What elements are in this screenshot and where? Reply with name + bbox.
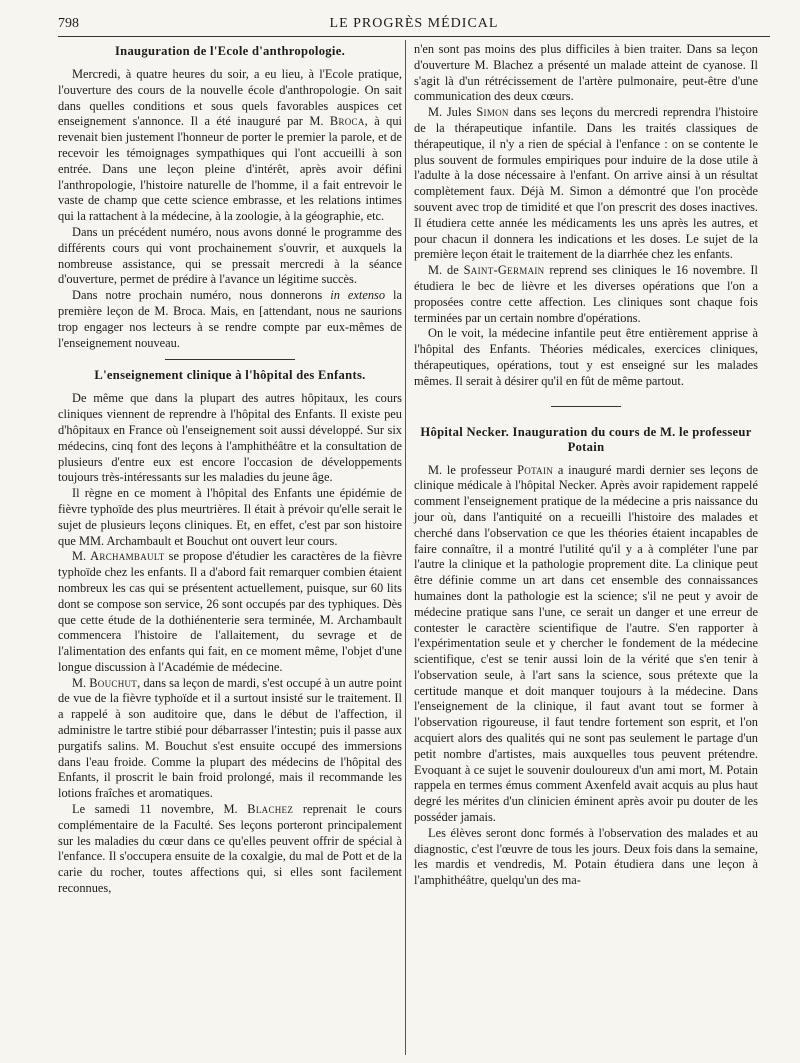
person-name: Broca — [329, 114, 365, 129]
article-enfants-paragraph — [58, 549, 402, 675]
article-enfants-paragraph — [58, 802, 402, 897]
article-anthropologie-title: Inauguration de l'Ecole d'anthropologie. — [114, 44, 346, 58]
article-anthropologie-paragraph — [58, 67, 402, 225]
text-span: Mercredi, à quatre heures du soir, a eu lieu, à l'Ecole pratique, l'ouverture des cours de la nouvelle école d'anthropologie. On sait dans quelles conditions et sous quels favorables auspices cet enseignement s'annonce. Il a été inauguré par M. — [58, 67, 402, 129]
person-name: Simon — [476, 105, 509, 120]
article-necker-paragraph — [414, 463, 758, 826]
text-span: a inauguré mardi dernier ses leçons de clinique médicale à l'hôpital Necker. Après avoir rapidement rappelé comment l'enseignement pratique de la médecine a pris naissance du jour où, dans l'antiquité on a recueilli l'histoire des malades et cherché dans l'observation ce que les théories étaient incapables de faire connaître, il a montré l'utilité qu'il y a à compléter l'une par l'autre la clinique et la pathologie proprement dite. La clinique peut être définie comme un art dans cet ensemble des connaissances humaines dont la pathologie est la science; s'il ne peut y avoir de médecine pratique sans l'une, ce serait un danger et une erreur de contester le caractère scientifique de l'autre. S'en rapporter à l'expérimentation seule et y chercher le fondement de la médecine scientifique, c'est se tenir aussi loin de la vérité que s'en tenir à l'observation seule, à l'art sans la science, sous prétexte que la certitude manque et doit manquer toujours à la médecine. Dans l'enseignement de la clinique, il faut avant tout se former à l'observation rigoureuse, il faut tendre fortement son esprit, et l'on acquiert alors des qualités qui ne sont pas seulement le partage d'un petit nombre d'artistes, mais auxquelles tous peuvent prétendre. Evoquant à ce sujet le souvenir douloureux d'un ami mort, M. Potain rappela en termes émus comment Axenfeld avait acquis au plus haut degré les mérites d'un clinicien éminent après avoir pu douter de les posséder jamais. — [414, 462, 758, 825]
column-divider — [405, 40, 406, 1055]
article-enfants-paragraph — [414, 105, 758, 263]
text-span: reprenait le cours complémentaire de la Faculté. Ses leçons porteront principalement sur les maladies du cœur dans ce qu'elles peuvent offrir de spécial à l'enfance. Il s'occupera ensuite de la coxalgie, du mal de Pott et de la carie du rocher, toutes affections qui, si elles sont facilement reconnues, — [58, 802, 402, 896]
person-name: Potain — [517, 462, 554, 477]
text-span: , dans sa leçon de mardi, s'est occupé à un autre point de vue de la fièvre typhoïde et il a surtout insisté sur le traitement. Il a rappelé à son auditoire que, dans le début de l'affection, il administre le tartre stibié pour débarrasser l'intestin; puis il passe aux purgatifs salins. M. Bouchut s'est ensuite occupé des immersions dans l'eau froide. Comme la plupart des médecins de l'hôpital des Enfants, il proscrit le bain froid prolongé, mais il recommande les lotions fraîches et aromatiques. — [58, 675, 402, 801]
person-name: Blachez — [247, 802, 294, 817]
text-span: reprend ses cliniques le 16 novembre. Il étudiera le bec de lièvre et les diverses opérations que l'on a proposées contre cette affection. Les cliniques sont chaque fois terminées par un certain nombre d'opérations. — [414, 263, 758, 325]
right-column — [414, 42, 758, 889]
person-name: Bouchut — [89, 675, 138, 690]
article-necker-title: Hôpital Necker. Inauguration du cours de M. le professeur Potain — [420, 424, 752, 454]
text-span: dans ses leçons du mercredi reprendra l'histoire de la thérapeutique infantile. Dans les traités classiques de thérapeutique, il n'y a rien de spécial à l'enfance : on se contente le plus souvent de formules empiriques pour induire de la dose utile à l'adulte à la dose nécessaire à l'enfant. On arrive ainsi à un résultat complètement faux. Déjà M. Simon a démontré que l'on procède souvent avec trop de timidité et que l'on prescrit des doses inactives. Il étudiera cette année les médicaments les uns après les autres, et pour chacun il donnera les indications et les doses. Le sujet de la première leçon était le traitement de la diarrhée chez les enfants. — [414, 105, 758, 262]
header-rule — [58, 36, 770, 37]
section-separator — [165, 359, 295, 360]
text-span: , à qui revenait bien justement l'honneur de porter le premier la parole, et de recevoir les témoignages sympathiques qui l'ont accueilli à son entrée. Dans une leçon pleine d'intérêt, après avoir défini l'anthropologie, l'histoire naturelle de l'homme, il a fait entrevoir le vaste de champ que cette science embrasse, et les relations intimes qui la rattachent à la médecine, à la zoologie, à la géographie, etc. — [58, 114, 402, 224]
journal-title: LE PROGRÈS MÉDICAL — [329, 16, 499, 31]
person-name: Saint-Germain — [463, 263, 545, 278]
text-span: M. — [72, 549, 91, 564]
text-span: la première leçon de M. Broca. Mais, en [attendant, nous ne saurions trop engager nos lecteurs à se rendre compte par eux-mêmes de l'enseignement nouveau. — [58, 288, 402, 350]
article-enfants-paragraph — [58, 676, 402, 802]
text-span: M. Jules — [428, 105, 477, 120]
article-enfants-paragraph: De même que dans la plupart des autres hôpitaux, les cours cliniques viennent de reprendre à l'hôpital des Enfants. Il existe peu d'hôpitaux en France où l'enseignement soit aussi développé. Sur six médecins, cinq font des leçons à l'amphithéâtre et la consultation de plusieurs d'entre eux est encore l'occasion de développements toujours très-intéressants sur les maladies du jeune âge. — [58, 391, 402, 485]
article-necker-paragraph: Les élèves seront donc formés à l'observation des malades et au diagnostic, c'est l'œuvre de tous les jours. Deux fois dans la semaine, les mardis et vendredis, M. Potain étudiera dans une leçon à l'amphithéâtre, quelqu'un des ma- — [414, 825, 758, 888]
text-span: se propose d'étudier les caractères de la fièvre typhoïde chez les enfants. Il a d'abord fait remarquer combien étaient nombreux les cas qui se présentent actuellement, puisque, sur 60 lits dont se compose son service, 26 sont occupés par des typhiques. Dès que cette étude de la dothiénenterie sera terminée, M. Archambault commencera l'histoire de l'allaitement, du sevrage et de l'alimentation des enfants qui fait, en ce moment même, l'objet d'une longue discussion à l'Académie de médecine. — [58, 549, 403, 674]
page-header — [58, 14, 770, 36]
article-enfants-paragraph: Il règne en ce moment à l'hôpital des Enfants une épidémie de fièvre typhoïde des plus meurtrières. Il était à prévoir qu'elle serait le sujet de plusieurs leçons cliniques. Et, en effet, c'est par son histoire que MM. Archambault et Bouchut ont ouvert leur cours. — [58, 486, 402, 548]
article-enfants-paragraph: On le voit, la médecine infantile peut être entièrement apprise à l'hôpital des Enfants. Théories médicales, exercices cliniques, thérapeutiques, opérations, tout y est enseigné sur les malades mêmes. Il serait à désirer qu'il en fût de même partout. — [414, 326, 758, 388]
left-column — [58, 42, 402, 897]
text-span: M. le professeur — [428, 462, 518, 477]
article-enfants-paragraph: n'en sont pas moins des plus difficiles à bien traiter. Dans sa leçon d'ouverture M. Blachez a présenté un malade atteint de cyanose. Il s'agit là d'un rétrécissement de l'artère pulmonaire, peut-être d'une communication des deux cœurs. — [414, 42, 758, 104]
article-enfants-title: L'enseignement clinique à l'hôpital des Enfants. — [94, 368, 366, 383]
italic-text: in extenso — [330, 288, 386, 303]
text-span: Dans notre prochain numéro, nous donnerons — [72, 288, 331, 303]
page-number: 798 — [58, 16, 79, 31]
person-name: Archambault — [90, 549, 165, 564]
section-separator — [551, 406, 621, 407]
article-anthropologie-paragraph: Dans un précédent numéro, nous avons donné le programme des différents cours qui vont prochainement s'ouvrir, et auxquels la nombreuse assistance, qui se pressait mercredi à la séance d'ouverture, permet de prédire à l'avance un légitime succès. — [58, 224, 402, 287]
text-span: M. — [72, 675, 90, 690]
text-span: Le samedi 11 novembre, M. — [72, 802, 248, 817]
article-anthropologie-paragraph — [58, 288, 402, 351]
text-span: M. de — [428, 263, 464, 278]
article-enfants-paragraph — [414, 263, 758, 326]
